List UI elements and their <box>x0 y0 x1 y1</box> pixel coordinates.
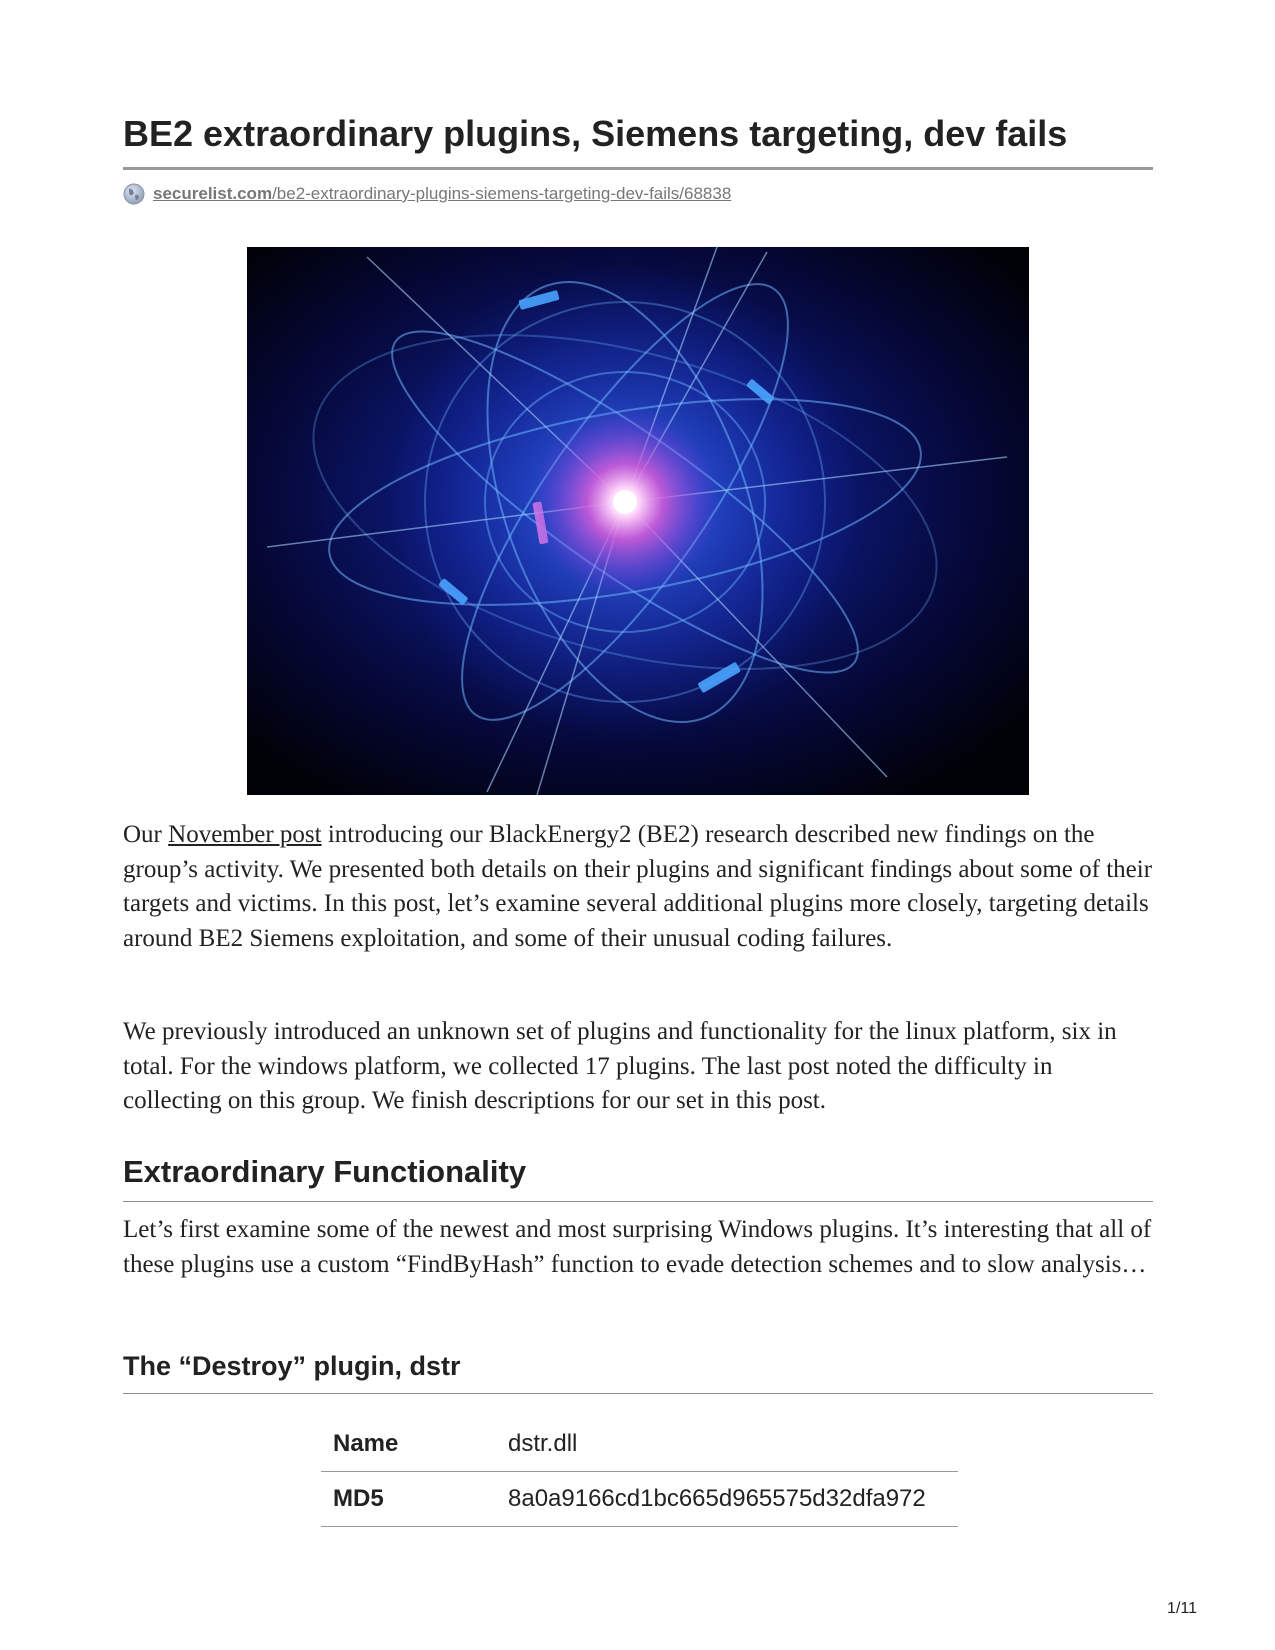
plugins-paragraph: We previously introduced an unknown set of plugins and functionality for the linux platform, six in total. For the windows platform, we collected 17 plugins. The last post noted the difficulty in collecting on this group. We finish descriptions for our set in this post. <box>123 1018 1117 1114</box>
source-url-link[interactable] <box>153 184 731 204</box>
table-row <box>321 1417 958 1472</box>
table-key: MD5 <box>321 1472 496 1527</box>
november-post-link[interactable]: November post <box>168 821 322 848</box>
plugin-info-table <box>321 1417 958 1527</box>
table-row <box>321 1472 958 1527</box>
source-path: /be2-extraordinary-plugins-siemens-targeting-dev-fails/68838 <box>272 184 732 203</box>
table-key: Name <box>321 1417 496 1472</box>
table-value: 8a0a9166cd1bc665d965575d32dfa972 <box>496 1472 958 1527</box>
page-number: 1/11 <box>1167 1600 1197 1617</box>
source-link-row <box>123 182 731 206</box>
table-value: dstr.dll <box>496 1417 958 1472</box>
intro-paragraph <box>123 818 1153 956</box>
subsection-heading: The “Destroy” plugin, dstr <box>123 1348 1153 1394</box>
article-title: BE2 extraordinary plugins, Siemens targeting, dev fails <box>123 110 1153 170</box>
source-domain: securelist.com <box>153 184 273 203</box>
abstract-energy-burst-image <box>247 247 1029 795</box>
intro-text-rest: introducing our BlackEnergy2 (BE2) research described new findings on the group’s activity. We presented both details on their plugins and significant findings about some of their targets and victims. In this post, let’s examine several additional plugins more closely, targeting details around BE2 Siemens exploitation, and some of their unusual coding failures. <box>123 821 1153 952</box>
section-paragraph: Let’s first examine some of the newest and most surprising Windows plugins. It’s interesting that all of these plugins use a custom “FindByHash” function to evade detection schemes and to slow analysis… <box>123 1216 1152 1278</box>
section-heading: Extraordinary Functionality <box>123 1152 1153 1202</box>
intro-text-start: Our <box>123 821 169 848</box>
hero-image <box>247 247 1029 795</box>
globe-icon <box>123 183 145 205</box>
